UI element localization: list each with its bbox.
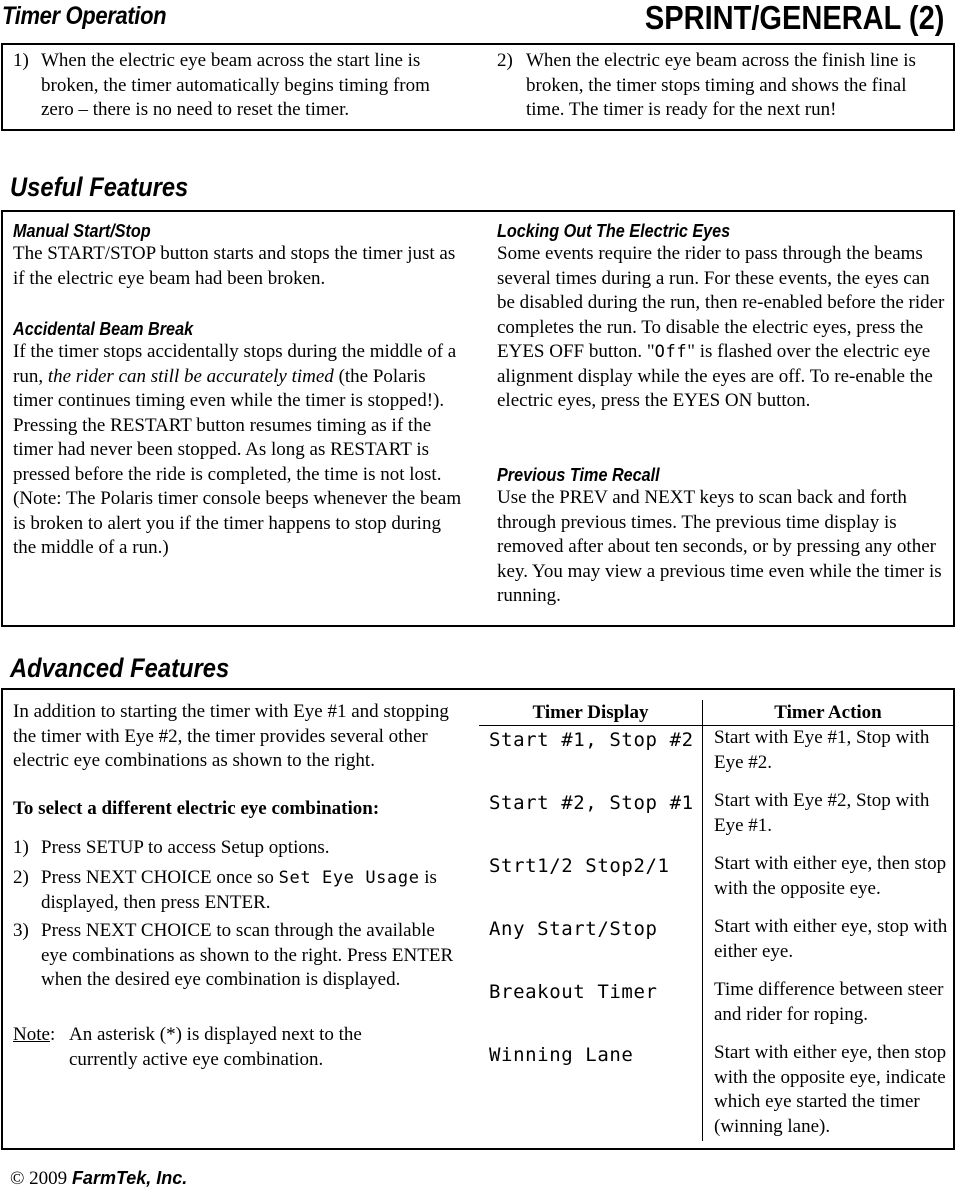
step-text: Press NEXT CHOICE to scan through the available eye combinations as shown to the right. Press ENTER when the desired eye combination is displayed.: [41, 920, 454, 990]
step-text: [41, 866, 461, 915]
text-part: If the timer stops accidentally stops during the middle of a run,: [13, 341, 457, 387]
locking-out-eyes-section: [497, 220, 947, 414]
timer-mode-title: SPRINT/GENERAL (2): [644, 0, 944, 36]
useful-features-heading: Useful Features: [10, 172, 189, 202]
table-row: [479, 789, 953, 852]
table-row: [479, 978, 953, 1041]
text-part: Some events require the rider to pass through the beams several times during a run. For these events, the eyes can be disabled during the run, then re-enabled before the rider completes the run. To disable the electric eyes, press the EYES OFF button. ": [497, 243, 945, 362]
text-emphasis: the rider can still be accurately timed: [47, 365, 334, 387]
table-row: [479, 852, 953, 915]
step-text: Press SETUP to access Setup options.: [41, 837, 330, 858]
useful-features-box: [1, 210, 955, 627]
previous-time-recall-section: [497, 464, 947, 609]
manual-start-stop-section: [13, 220, 463, 291]
locking-out-eyes-text: [497, 242, 947, 414]
advanced-intro-text: In addition to starting the timer with Eye #1 and stopping the timer with Eye #2, the timer provides several other electric eye combinations as shown to the right.: [13, 701, 449, 771]
copyright: © 2009: [10, 1168, 68, 1189]
locking-out-eyes-heading: Locking Out The Electric Eyes: [497, 221, 731, 241]
table-row: [479, 1041, 953, 1141]
timer-action-cell: Time difference between steer and rider for roping.: [703, 978, 954, 1041]
step-text: When the electric eye beam across the finish line is broken, the timer stops timing and shows the final time. The timer is ready for the next run!: [526, 50, 916, 120]
operation-box: [1, 43, 955, 131]
step-text: When the electric eye beam across the start line is broken, the timer automatically begins timing from zero – there is no need to reset the timer.: [41, 50, 430, 120]
display-text: Set Eye Usage: [278, 868, 420, 888]
timer-display-cell: Start #2, Stop #1: [489, 792, 694, 814]
timer-display-cell: Breakout Timer: [489, 981, 658, 1003]
timer-action-header: Timer Action: [703, 700, 954, 726]
text-part: is displayed, then press ENTER.: [41, 867, 437, 913]
previous-time-recall-heading: Previous Time Recall: [497, 465, 660, 485]
timer-action-cell: Start with either eye, then stop with the opposite eye.: [703, 852, 954, 915]
text-part: " is flashed over the electric eye alignment display while the eyes are off. To re-enable the electric eyes, press the EYES ON button.: [497, 341, 933, 411]
text-part: Press NEXT CHOICE once so: [41, 867, 274, 888]
table-row: [479, 915, 953, 978]
table-row: [479, 726, 953, 790]
note-label: Note:: [13, 1024, 56, 1045]
manual-start-stop-text: The START/STOP button starts and stops the timer just as if the electric eye beam had been broken.: [13, 243, 456, 289]
accidental-beam-break-section: [13, 318, 465, 561]
page-title: Timer Operation: [2, 2, 167, 30]
eye-combination-table: [479, 700, 953, 1141]
advanced-features-box: [1, 688, 955, 1150]
timer-display-cell: Start #1, Stop #2: [489, 729, 694, 751]
step-number: 2): [497, 50, 513, 71]
previous-time-recall-text: Use the PREV and NEXT keys to scan back and forth through previous times. The previous time display is removed after about ten seconds, or by pressing any other key. You may view a previous time even while the timer is running.: [497, 487, 942, 606]
note-text: An asterisk (*) is displayed next to the currently active eye combination.: [69, 1024, 362, 1070]
note-label-text: Note: [13, 1024, 50, 1045]
timer-action-cell: Start with either eye, then stop with the opposite eye, indicate which eye started the timer (winning lane).: [703, 1041, 954, 1141]
display-text: Off: [654, 342, 688, 362]
select-combination-heading: To select a different electric eye combination:: [13, 798, 380, 819]
timer-action-cell: Start with Eye #2, Stop with Eye #1.: [703, 789, 954, 852]
footer: [10, 1168, 187, 1190]
step-number: 1): [13, 837, 29, 858]
timer-display-header: Timer Display: [479, 700, 703, 726]
table-header-row: [479, 700, 953, 726]
step-number: 3): [13, 920, 29, 941]
timer-display-cell: Any Start/Stop: [489, 918, 658, 940]
advanced-features-heading: Advanced Features: [10, 653, 230, 683]
text-part: (the Polaris timer continues timing even while the timer is stopped!). Pressing the RESTART button resumes timing as if the timer had never been stopped. As long as RESTART is pressed before the ride is completed, the time is not lost. (Note: The Polaris timer console beeps whenever the beam is broken to alert you if the timer happens to stop during the middle of a run.): [13, 365, 462, 558]
accidental-beam-break-text: [13, 340, 465, 561]
timer-display-cell: Winning Lane: [489, 1044, 634, 1066]
timer-display-cell: Strt1/2 Stop2/1: [489, 855, 670, 877]
manual-start-stop-heading: Manual Start/Stop: [13, 221, 151, 241]
company-name: FarmTek, Inc.: [71, 1168, 188, 1188]
step-number: 1): [13, 50, 29, 71]
timer-action-cell: Start with Eye #1, Stop with Eye #2.: [703, 726, 954, 790]
timer-action-cell: Start with either eye, stop with either eye.: [703, 915, 954, 978]
step-number: 2): [13, 867, 29, 888]
accidental-beam-break-heading: Accidental Beam Break: [13, 319, 194, 339]
